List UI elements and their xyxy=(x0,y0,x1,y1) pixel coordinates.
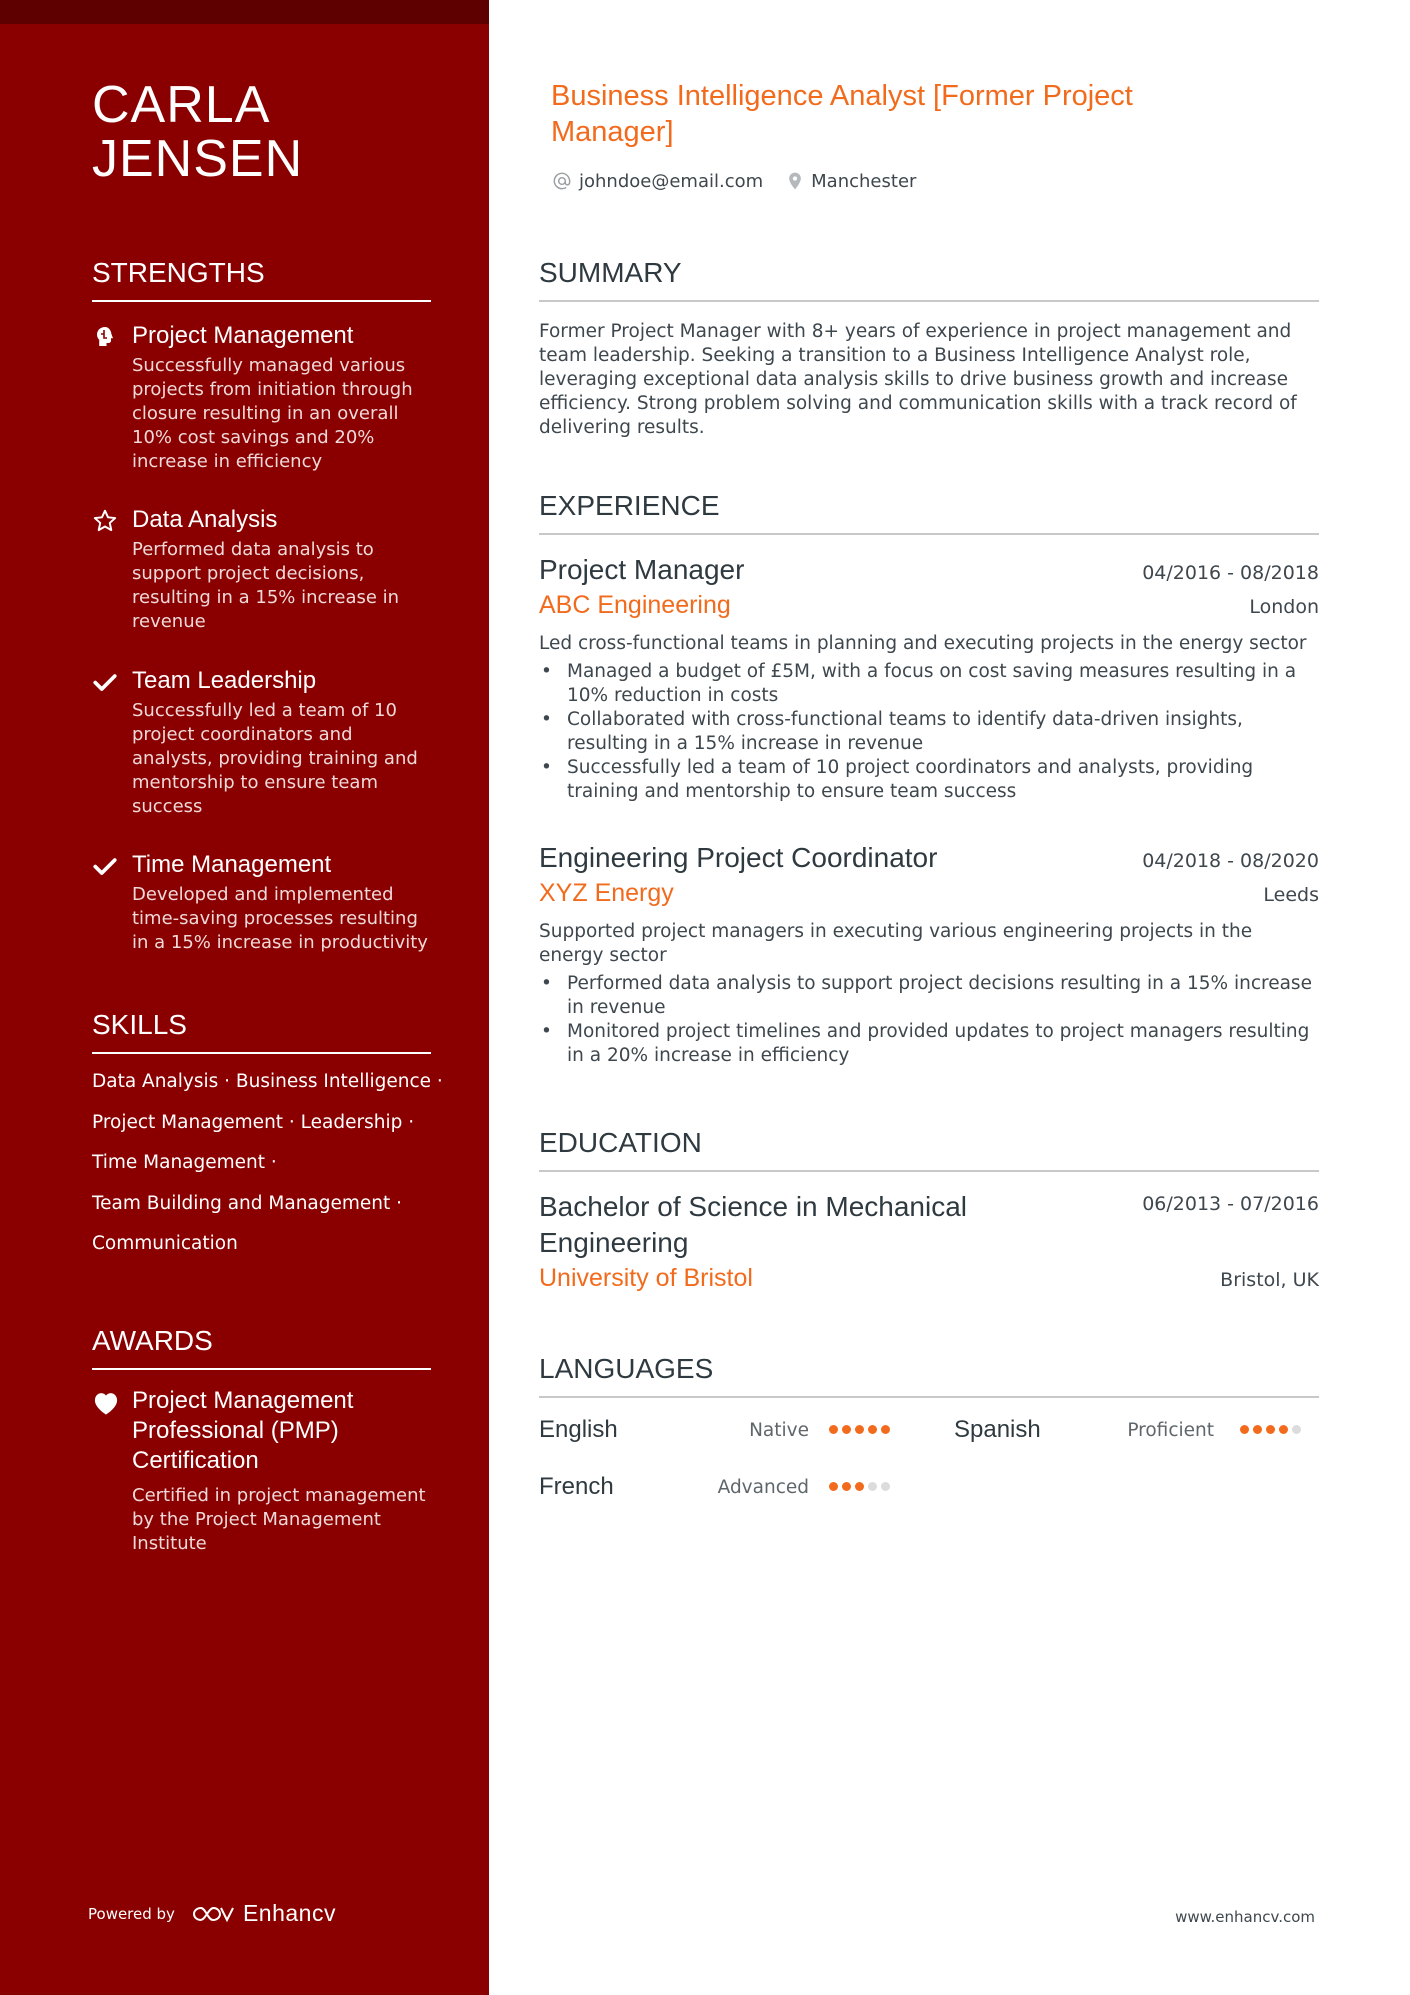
strength-title: Project Management xyxy=(132,322,354,349)
languages-heading: LANGUAGES xyxy=(539,1352,1319,1398)
language-rating xyxy=(829,1482,890,1491)
degree: Bachelor of Science in Mechanical Engineering xyxy=(539,1191,968,1258)
language-item xyxy=(539,1413,909,1447)
education-location: Bristol, UK xyxy=(1220,1269,1319,1291)
rating-dot xyxy=(868,1482,877,1491)
job-intro: Led cross-functional teams in planning and executing projects in the energy sector xyxy=(539,633,1307,654)
strengths-heading: STRENGTHS xyxy=(92,256,431,302)
job-entry xyxy=(539,552,1319,804)
strength-item xyxy=(92,665,432,819)
education-heading: EDUCATION xyxy=(539,1126,1319,1172)
strength-item xyxy=(92,849,432,955)
job-dates: 04/2016 - 08/2018 xyxy=(1142,562,1319,584)
rating-dot xyxy=(855,1425,864,1434)
contact-info xyxy=(551,170,916,192)
job-bullet: • Monitored project timelines and provided updates to project managers resulting in a 20% increase in efficiency xyxy=(539,1020,1319,1068)
strength-desc: Performed data analysis to support project decisions, resulting in a 15% increase in revenue xyxy=(132,539,400,632)
skill-line: Data Analysis · Business Intelligence · xyxy=(92,1071,443,1092)
brain-icon xyxy=(92,324,118,350)
rating-dot xyxy=(855,1482,864,1491)
rating-dot xyxy=(842,1482,851,1491)
experience-heading: EXPERIENCE xyxy=(539,489,1319,535)
job-company: ABC Engineering xyxy=(539,591,731,619)
sidebar-top-bar xyxy=(0,0,489,24)
job-bullet: • Managed a budget of £5M, with a focus on cost saving measures resulting in a 10% reduction in costs xyxy=(539,660,1319,708)
awards-heading: AWARDS xyxy=(92,1324,431,1370)
job-dates: 04/2018 - 08/2020 xyxy=(1142,850,1319,872)
job-bullet: • Successfully led a team of 10 project coordinators and analysts, providing training and mentorship to ensure team success xyxy=(539,756,1319,804)
job-bullets xyxy=(539,660,1319,804)
powered-by xyxy=(88,1900,336,1927)
language-item xyxy=(954,1413,1319,1447)
rating-dot xyxy=(881,1482,890,1491)
strength-desc: Successfully managed various projects from initiation through closure resulting in an overall 10% cost savings and 20% increase in efficiency xyxy=(132,355,413,472)
location-text: Manchester xyxy=(811,170,917,192)
strength-desc: Developed and implemented time-saving processes resulting in a 15% increase in productivity xyxy=(132,884,428,953)
school: University of Bristol xyxy=(539,1264,753,1292)
enhancv-logo-icon xyxy=(189,1902,235,1926)
job-location: Leeds xyxy=(1263,884,1319,906)
education-dates: 06/2013 - 07/2016 xyxy=(1142,1193,1319,1215)
rating-dot xyxy=(881,1425,890,1434)
check-icon xyxy=(92,853,118,879)
language-name: English xyxy=(539,1416,618,1443)
powered-by-label: Powered by xyxy=(88,1904,175,1923)
strength-title: Time Management xyxy=(132,851,332,878)
rating-dot xyxy=(868,1425,877,1434)
heart-icon xyxy=(92,1390,120,1418)
skill-line: Time Management · xyxy=(92,1152,277,1173)
job-bullet: • Performed data analysis to support project decisions resulting in a 15% increase in revenue xyxy=(539,972,1319,1020)
language-level: Native xyxy=(749,1419,809,1441)
award-desc: Certified in project management by the Project Management Institute xyxy=(132,1485,426,1554)
award-title: Project Management Professional (PMP) Certification xyxy=(132,1387,354,1474)
candidate-name: CARLA JENSEN xyxy=(92,76,304,188)
strength-item xyxy=(92,504,432,634)
summary-text: Former Project Manager with 8+ years of experience in project management and team leadership. Seeking a transition to a Business Intelligence Analyst role, leveraging exceptional data analysis skills to drive business growth and increase efficiency. Strong problem solving and communication skills with a track record of delivering results. xyxy=(539,321,1297,438)
headline: Business Intelligence Analyst [Former Project Manager] xyxy=(551,80,1133,148)
skill-line: Communication xyxy=(92,1233,238,1254)
skills-list xyxy=(92,1070,442,1273)
rating-dot xyxy=(1240,1425,1249,1434)
job-entry xyxy=(539,840,1319,1068)
rating-dot xyxy=(842,1425,851,1434)
rating-dot xyxy=(1279,1425,1288,1434)
job-bullet: • Collaborated with cross-functional teams to identify data-driven insights, resulting in a 15% increase in revenue xyxy=(539,708,1319,756)
skill-line: Project Management · Leadership · xyxy=(92,1111,415,1133)
rating-dot xyxy=(829,1425,838,1434)
location-contact xyxy=(785,170,916,192)
job-intro: Supported project managers in executing various engineering projects in the energy sector xyxy=(539,921,1253,966)
language-name: French xyxy=(539,1473,614,1500)
language-rating xyxy=(829,1425,890,1434)
skills-heading: SKILLS xyxy=(92,1008,431,1054)
rating-dot xyxy=(1253,1425,1262,1434)
skill-line: Team Building and Management · xyxy=(92,1192,403,1214)
job-role: Project Manager xyxy=(539,554,745,585)
email-contact[interactable] xyxy=(551,170,763,192)
star-icon xyxy=(92,508,118,534)
language-level: Proficient xyxy=(1127,1419,1214,1441)
enhancv-logo[interactable] xyxy=(189,1900,336,1927)
language-name: Spanish xyxy=(954,1416,1041,1443)
job-role: Engineering Project Coordinator xyxy=(539,842,938,873)
education-entry xyxy=(539,1189,1319,1295)
summary-heading: SUMMARY xyxy=(539,256,1319,302)
language-level: Advanced xyxy=(717,1476,809,1498)
job-company: XYZ Energy xyxy=(539,879,674,907)
job-bullets xyxy=(539,972,1319,1068)
rating-dot xyxy=(829,1482,838,1491)
strength-desc: Successfully led a team of 10 project coordinators and analysts, providing training and mentorship to ensure team success xyxy=(132,700,418,817)
at-icon xyxy=(551,170,573,192)
award-item xyxy=(92,1386,442,1556)
strength-title: Data Analysis xyxy=(132,506,278,533)
language-rating xyxy=(1240,1425,1301,1434)
check-icon xyxy=(92,669,118,695)
sidebar xyxy=(0,0,489,1995)
rating-dot xyxy=(1292,1425,1301,1434)
footer-url[interactable]: www.enhancv.com xyxy=(1175,1908,1315,1926)
location-pin-icon xyxy=(785,170,805,192)
job-location: London xyxy=(1249,596,1319,618)
strength-title: Team Leadership xyxy=(132,667,317,694)
email-text: johndoe@email.com xyxy=(579,170,764,192)
rating-dot xyxy=(1266,1425,1275,1434)
enhancv-brand-text: Enhancv xyxy=(242,1900,336,1926)
language-item xyxy=(539,1470,909,1504)
strength-item xyxy=(92,320,432,474)
